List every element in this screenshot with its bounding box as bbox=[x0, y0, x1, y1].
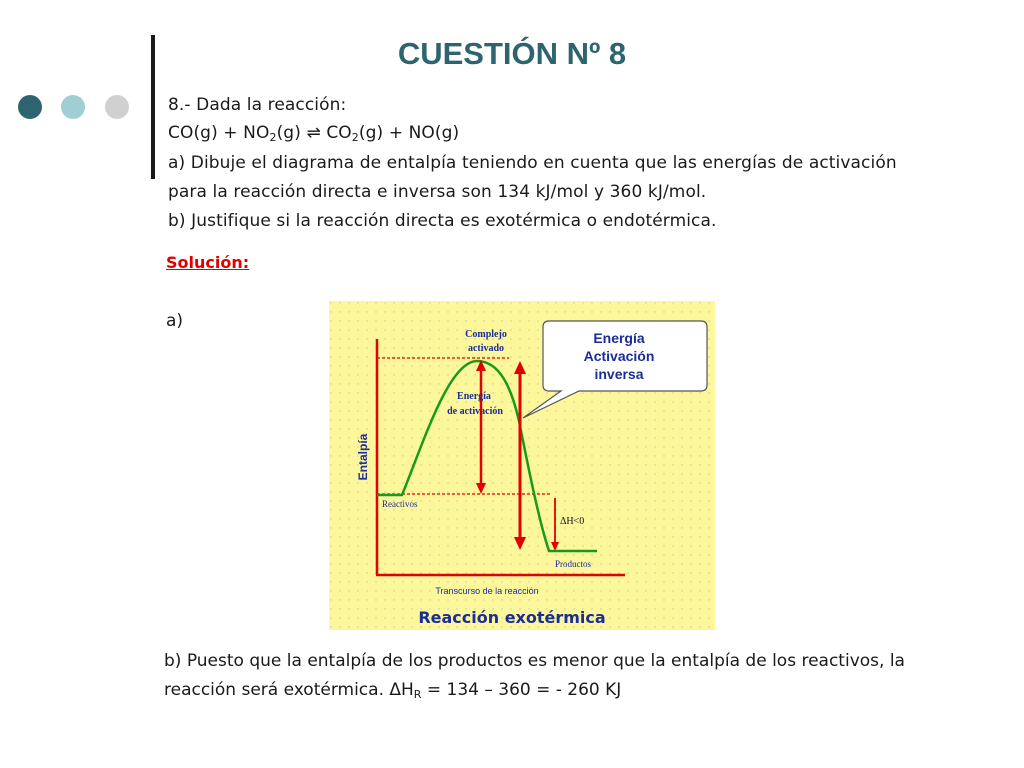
delta-h-label: ΔH<0 bbox=[560, 516, 585, 527]
activation-label-2: de activación bbox=[447, 406, 503, 417]
part-b-line-1: b) Puesto que la entalpía de los productos es menor que la entalpía de los reactivos, la bbox=[164, 651, 905, 671]
callout-line-1: Energía bbox=[593, 330, 645, 346]
question-line-4: para la reacción directa e inversa son 134 kJ/mol y 360 kJ/mol. bbox=[168, 182, 707, 202]
decorative-dot-teal bbox=[61, 95, 85, 119]
vertical-divider bbox=[151, 35, 155, 179]
part-a-label: a) bbox=[166, 311, 184, 331]
slide-title: CUESTIÓN Nº 8 bbox=[397, 36, 627, 71]
decorative-dot-gray bbox=[105, 95, 129, 119]
callout-line-3: inversa bbox=[594, 366, 644, 382]
products-label: Productos bbox=[555, 559, 591, 569]
solution-label: Solución: bbox=[166, 253, 250, 272]
y-axis-label: Entalpía bbox=[356, 433, 370, 481]
reactants-label: Reactivos bbox=[382, 499, 418, 509]
reaction-equation: $CO(g) + NO_2(g)$ ⇌ $CO_2(g) + NO(g)$ bbox=[168, 123, 460, 144]
complex-label-1: Complejo bbox=[465, 329, 507, 340]
x-axis-label: Transcurso de la reacción bbox=[435, 586, 539, 596]
callout-line-2: Activación bbox=[583, 348, 655, 364]
figure-caption: Reacción exotérmica bbox=[418, 608, 606, 627]
enthalpy-diagram bbox=[329, 301, 715, 630]
question-line-5: b) Justifique si la reacción directa es exotérmica o endotérmica. bbox=[168, 211, 717, 231]
activation-label-1: Energía bbox=[457, 391, 491, 402]
decorative-dot-dark bbox=[18, 95, 42, 119]
question-line-3: a) Dibuje el diagrama de entalpía teniendo en cuenta que las energías de activación bbox=[168, 153, 897, 173]
part-b-line-2: reacción será exotérmica. $\Delta H_R = 134 - 360$ = - 260 KJ bbox=[164, 680, 622, 701]
complex-label-2: activado bbox=[467, 343, 505, 354]
question-line-1: 8.- Dada la reacción: bbox=[168, 95, 347, 115]
equilibrium-arrow-icon: ⇌ bbox=[306, 123, 321, 143]
